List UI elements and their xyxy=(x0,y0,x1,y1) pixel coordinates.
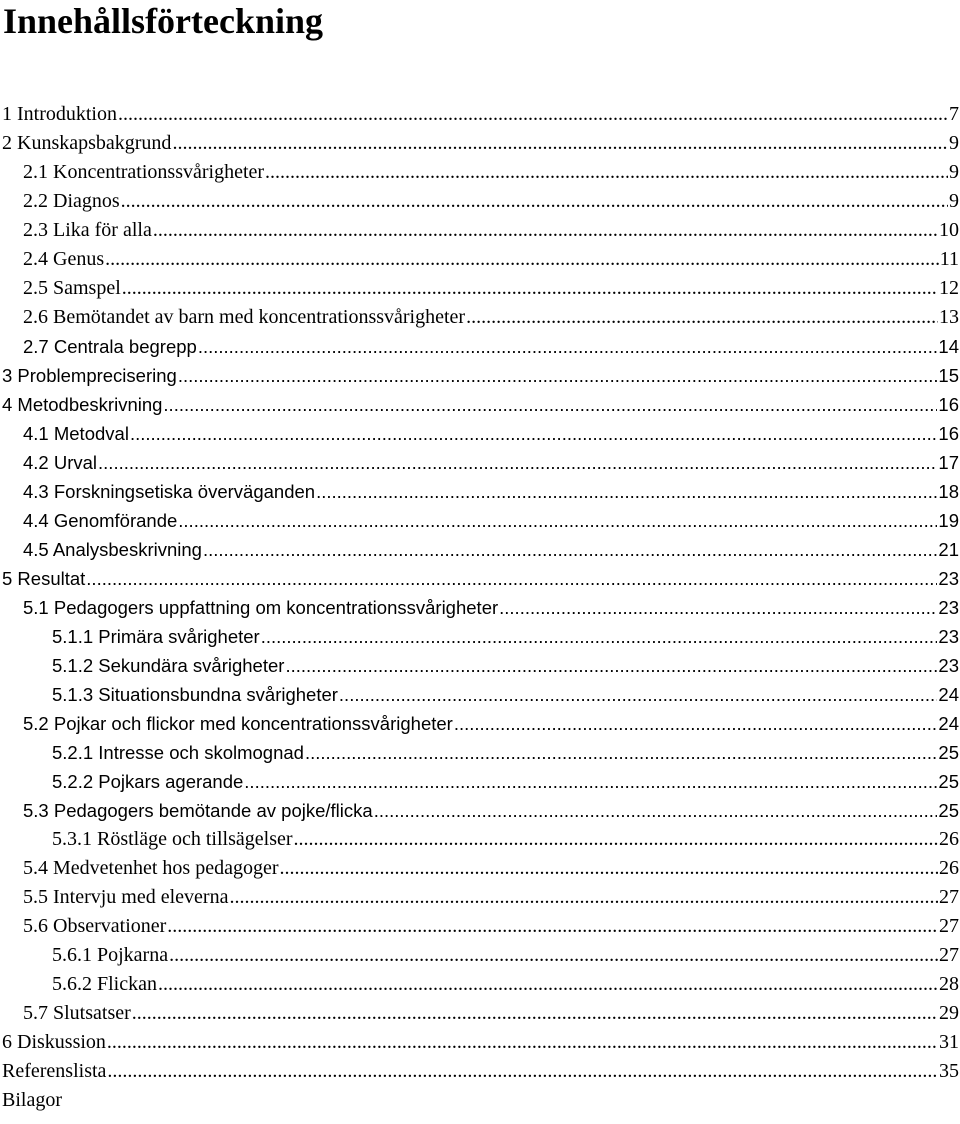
toc-dot-leader xyxy=(339,680,938,709)
toc-entry[interactable] xyxy=(0,245,960,274)
toc-entry-page-number[interactable]: 29 xyxy=(939,1002,959,1024)
toc-entry[interactable] xyxy=(0,1057,960,1086)
toc-entry-label[interactable]: 5.6.1 Pojkarna xyxy=(52,944,169,966)
toc-entry-label[interactable]: 5.1.3 Situationsbundna svårigheter xyxy=(52,684,338,705)
toc-entry-page-number[interactable]: 24 xyxy=(938,684,959,705)
toc-dot-leader xyxy=(178,361,938,390)
toc-entry-page-number[interactable]: 9 xyxy=(949,161,959,183)
toc-entry-label[interactable]: 5.2 Pojkar och flickor med koncentrationssvårigheter xyxy=(23,713,453,734)
toc-dot-leader xyxy=(285,651,937,680)
toc-entry[interactable] xyxy=(0,100,960,129)
toc-entry[interactable] xyxy=(0,593,960,622)
toc-entry-page-number[interactable]: 27 xyxy=(939,886,959,908)
toc-entry[interactable] xyxy=(0,158,960,187)
toc-dot-leader xyxy=(305,738,937,767)
toc-entry[interactable] xyxy=(0,564,960,593)
toc-entry-label[interactable]: 2.7 Centrala begrepp xyxy=(23,336,197,357)
toc-entry-page-number[interactable]: 23 xyxy=(938,626,959,647)
toc-dot-leader xyxy=(316,477,937,506)
toc-dot-leader xyxy=(172,129,948,158)
toc-entry-label[interactable]: 5.7 Slutsatser xyxy=(23,1002,131,1024)
toc-entry[interactable] xyxy=(0,854,960,883)
toc-dot-leader xyxy=(107,1057,938,1086)
toc-entry-label[interactable]: 4.5 Analysbeskrivning xyxy=(23,539,202,560)
toc-entry-page-number[interactable]: 21 xyxy=(938,539,959,560)
toc-entry[interactable] xyxy=(0,1086,960,1115)
toc-dot-leader xyxy=(105,245,939,274)
toc-entry-page-number[interactable]: 16 xyxy=(938,394,959,415)
toc-dot-leader xyxy=(265,158,948,187)
toc-entry-page-number[interactable]: 15 xyxy=(938,365,959,386)
toc-entry-page-number[interactable]: 16 xyxy=(938,423,959,444)
toc-entry[interactable] xyxy=(0,303,960,332)
toc-dot-leader xyxy=(203,535,937,564)
toc-dot-leader xyxy=(158,970,938,999)
toc-entry-label[interactable]: 2.6 Bemötandet av barn med koncentrationssvårigheter xyxy=(23,306,466,328)
toc-dot-leader xyxy=(122,274,938,303)
toc-entry-page-number[interactable]: 25 xyxy=(938,800,959,821)
toc-entry[interactable] xyxy=(0,796,960,825)
toc-entry-page-number[interactable]: 26 xyxy=(939,828,959,850)
toc-heading: Innehållsförteckning xyxy=(3,1,324,41)
toc-entry-page-number[interactable]: 23 xyxy=(938,597,959,618)
toc-entry[interactable] xyxy=(0,274,960,303)
toc-entry-label[interactable]: Bilagor xyxy=(2,1089,62,1111)
toc-entry-label[interactable]: 3 Problemprecisering xyxy=(2,365,177,386)
toc-dot-leader xyxy=(107,1028,938,1057)
toc-entry-label[interactable]: 5.1.2 Sekundära svårigheter xyxy=(52,655,285,676)
toc-entry-label[interactable]: 5.6 Observationer xyxy=(23,915,167,937)
toc-entry-label[interactable]: 4.2 Urval xyxy=(23,452,98,473)
toc-entry[interactable] xyxy=(0,651,960,680)
toc-entry[interactable] xyxy=(0,216,960,245)
toc-dot-leader xyxy=(86,564,937,593)
toc-dot-leader xyxy=(167,912,938,941)
toc-entry[interactable] xyxy=(0,883,960,912)
toc-entry-label[interactable]: 5.1 Pedagogers uppfattning om koncentrationssvårigheter xyxy=(23,597,499,618)
toc-entry[interactable] xyxy=(0,1028,960,1057)
toc-dot-leader xyxy=(198,332,938,361)
toc-dot-leader xyxy=(130,419,937,448)
toc-entry[interactable] xyxy=(0,622,960,651)
toc-dot-leader xyxy=(261,622,938,651)
toc-entry-page-number[interactable]: 9 xyxy=(949,190,959,212)
toc-dot-leader xyxy=(178,506,937,535)
toc-entry-label[interactable]: 5.3.1 Röstläge och tillsägelser xyxy=(52,828,293,850)
toc-entry-page-number[interactable]: 17 xyxy=(938,452,959,473)
toc-entry[interactable] xyxy=(0,709,960,738)
toc-entry-label[interactable]: 2.5 Samspel xyxy=(23,277,121,299)
toc-dot-leader xyxy=(98,448,937,477)
toc-entry-label[interactable]: 1 Introduktion xyxy=(2,103,117,125)
toc-entry-label[interactable]: 5 Resultat xyxy=(2,568,86,589)
toc-entry-label[interactable]: 2 Kunskapsbakgrund xyxy=(2,132,172,154)
toc-entry-page-number[interactable]: 23 xyxy=(938,655,959,676)
toc-entry-page-number[interactable]: 13 xyxy=(939,306,959,328)
toc-entry-page-number[interactable]: 10 xyxy=(939,219,959,241)
toc-entry-label[interactable]: 2.4 Genus xyxy=(23,248,105,270)
toc-dot-leader xyxy=(279,854,938,883)
toc-entry[interactable] xyxy=(0,477,960,506)
toc-entry-page-number[interactable]: 28 xyxy=(939,973,959,995)
toc-entry-page-number[interactable]: 12 xyxy=(939,277,959,299)
toc-entry-page-number[interactable]: 25 xyxy=(938,771,959,792)
toc-entry-label[interactable]: 5.2.2 Pojkars agerande xyxy=(52,771,244,792)
toc-dot-leader xyxy=(229,883,938,912)
toc-entry-label[interactable]: 2.3 Lika för alla xyxy=(23,219,152,241)
toc-entry[interactable] xyxy=(0,999,960,1028)
toc-entry[interactable] xyxy=(0,419,960,448)
toc-entry-page-number[interactable]: 23 xyxy=(938,568,959,589)
toc-dot-leader xyxy=(169,941,938,970)
toc-entry-label[interactable]: 5.6.2 Flickan xyxy=(52,973,157,995)
toc-entry-page-number[interactable]: 18 xyxy=(938,481,959,502)
toc-entry-page-number[interactable]: 19 xyxy=(938,510,959,531)
toc-entry[interactable] xyxy=(0,680,960,709)
toc-entry-label[interactable]: 2.1 Koncentrationssvårigheter xyxy=(23,161,265,183)
toc-entry-page-number[interactable]: 14 xyxy=(938,336,959,357)
toc-entry[interactable] xyxy=(0,767,960,796)
toc-entry-label[interactable]: 4 Metodbeskrivning xyxy=(2,394,163,415)
toc-dot-leader xyxy=(163,390,937,419)
toc-entry-page-number[interactable]: 9 xyxy=(949,132,959,154)
toc-entry-page-number[interactable]: 11 xyxy=(939,248,959,270)
toc-entry[interactable] xyxy=(0,535,960,564)
toc-entry-page-number[interactable]: 24 xyxy=(938,713,959,734)
toc-entry-page-number[interactable]: 26 xyxy=(939,857,959,879)
toc-entry-label[interactable]: Referenslista xyxy=(2,1060,107,1082)
toc-entry[interactable] xyxy=(0,129,960,158)
toc-entry-label[interactable]: 5.2.1 Intresse och skolmognad xyxy=(52,742,304,763)
toc-dot-leader xyxy=(132,999,938,1028)
toc-entry-label[interactable]: 4.1 Metodval xyxy=(23,423,129,444)
toc-entry-label[interactable]: 5.5 Intervju med eleverna xyxy=(23,886,229,908)
toc-entry-page-number[interactable]: 31 xyxy=(939,1031,959,1053)
toc-entry-page-number[interactable]: 27 xyxy=(939,915,959,937)
toc-entry-label[interactable]: 6 Diskussion xyxy=(2,1031,106,1053)
toc-dot-leader xyxy=(121,187,948,216)
toc-entry-page-number[interactable]: 27 xyxy=(939,944,959,966)
toc-entry[interactable] xyxy=(0,448,960,477)
toc-entry[interactable] xyxy=(0,825,960,854)
toc-entry-label[interactable]: 4.4 Genomförande xyxy=(23,510,178,531)
toc-entry[interactable] xyxy=(0,506,960,535)
toc-entry[interactable] xyxy=(0,738,960,767)
toc-entry[interactable] xyxy=(0,941,960,970)
toc-entry[interactable] xyxy=(0,361,960,390)
toc-entry-label[interactable]: 5.3 Pedagogers bemötande av pojke/flicka xyxy=(23,800,373,821)
toc-entry-label[interactable]: 5.1.1 Primära svårigheter xyxy=(52,626,260,647)
toc-dot-leader xyxy=(294,825,938,854)
toc-entry-label[interactable]: 5.4 Medvetenhet hos pedagoger xyxy=(23,857,279,879)
toc-dot-leader xyxy=(244,767,937,796)
toc-dot-leader xyxy=(499,593,937,622)
toc-entry[interactable] xyxy=(0,970,960,999)
toc-dot-leader xyxy=(454,709,938,738)
toc-entry-label[interactable]: 4.3 Forskningsetiska överväganden xyxy=(23,481,316,502)
toc-entry[interactable] xyxy=(0,332,960,361)
toc-entry-label[interactable]: 2.2 Diagnos xyxy=(23,190,120,212)
table-of-contents xyxy=(0,100,960,1115)
toc-entry-page-number[interactable]: 25 xyxy=(938,742,959,763)
toc-entry[interactable] xyxy=(0,187,960,216)
toc-dot-leader xyxy=(374,796,938,825)
toc-dot-leader xyxy=(466,303,938,332)
toc-entry-page-number[interactable]: 35 xyxy=(939,1060,959,1082)
toc-entry-page-number[interactable]: 7 xyxy=(949,103,959,125)
toc-dot-leader xyxy=(153,216,938,245)
toc-entry[interactable] xyxy=(0,390,960,419)
toc-entry[interactable] xyxy=(0,912,960,941)
toc-dot-leader xyxy=(118,100,948,129)
